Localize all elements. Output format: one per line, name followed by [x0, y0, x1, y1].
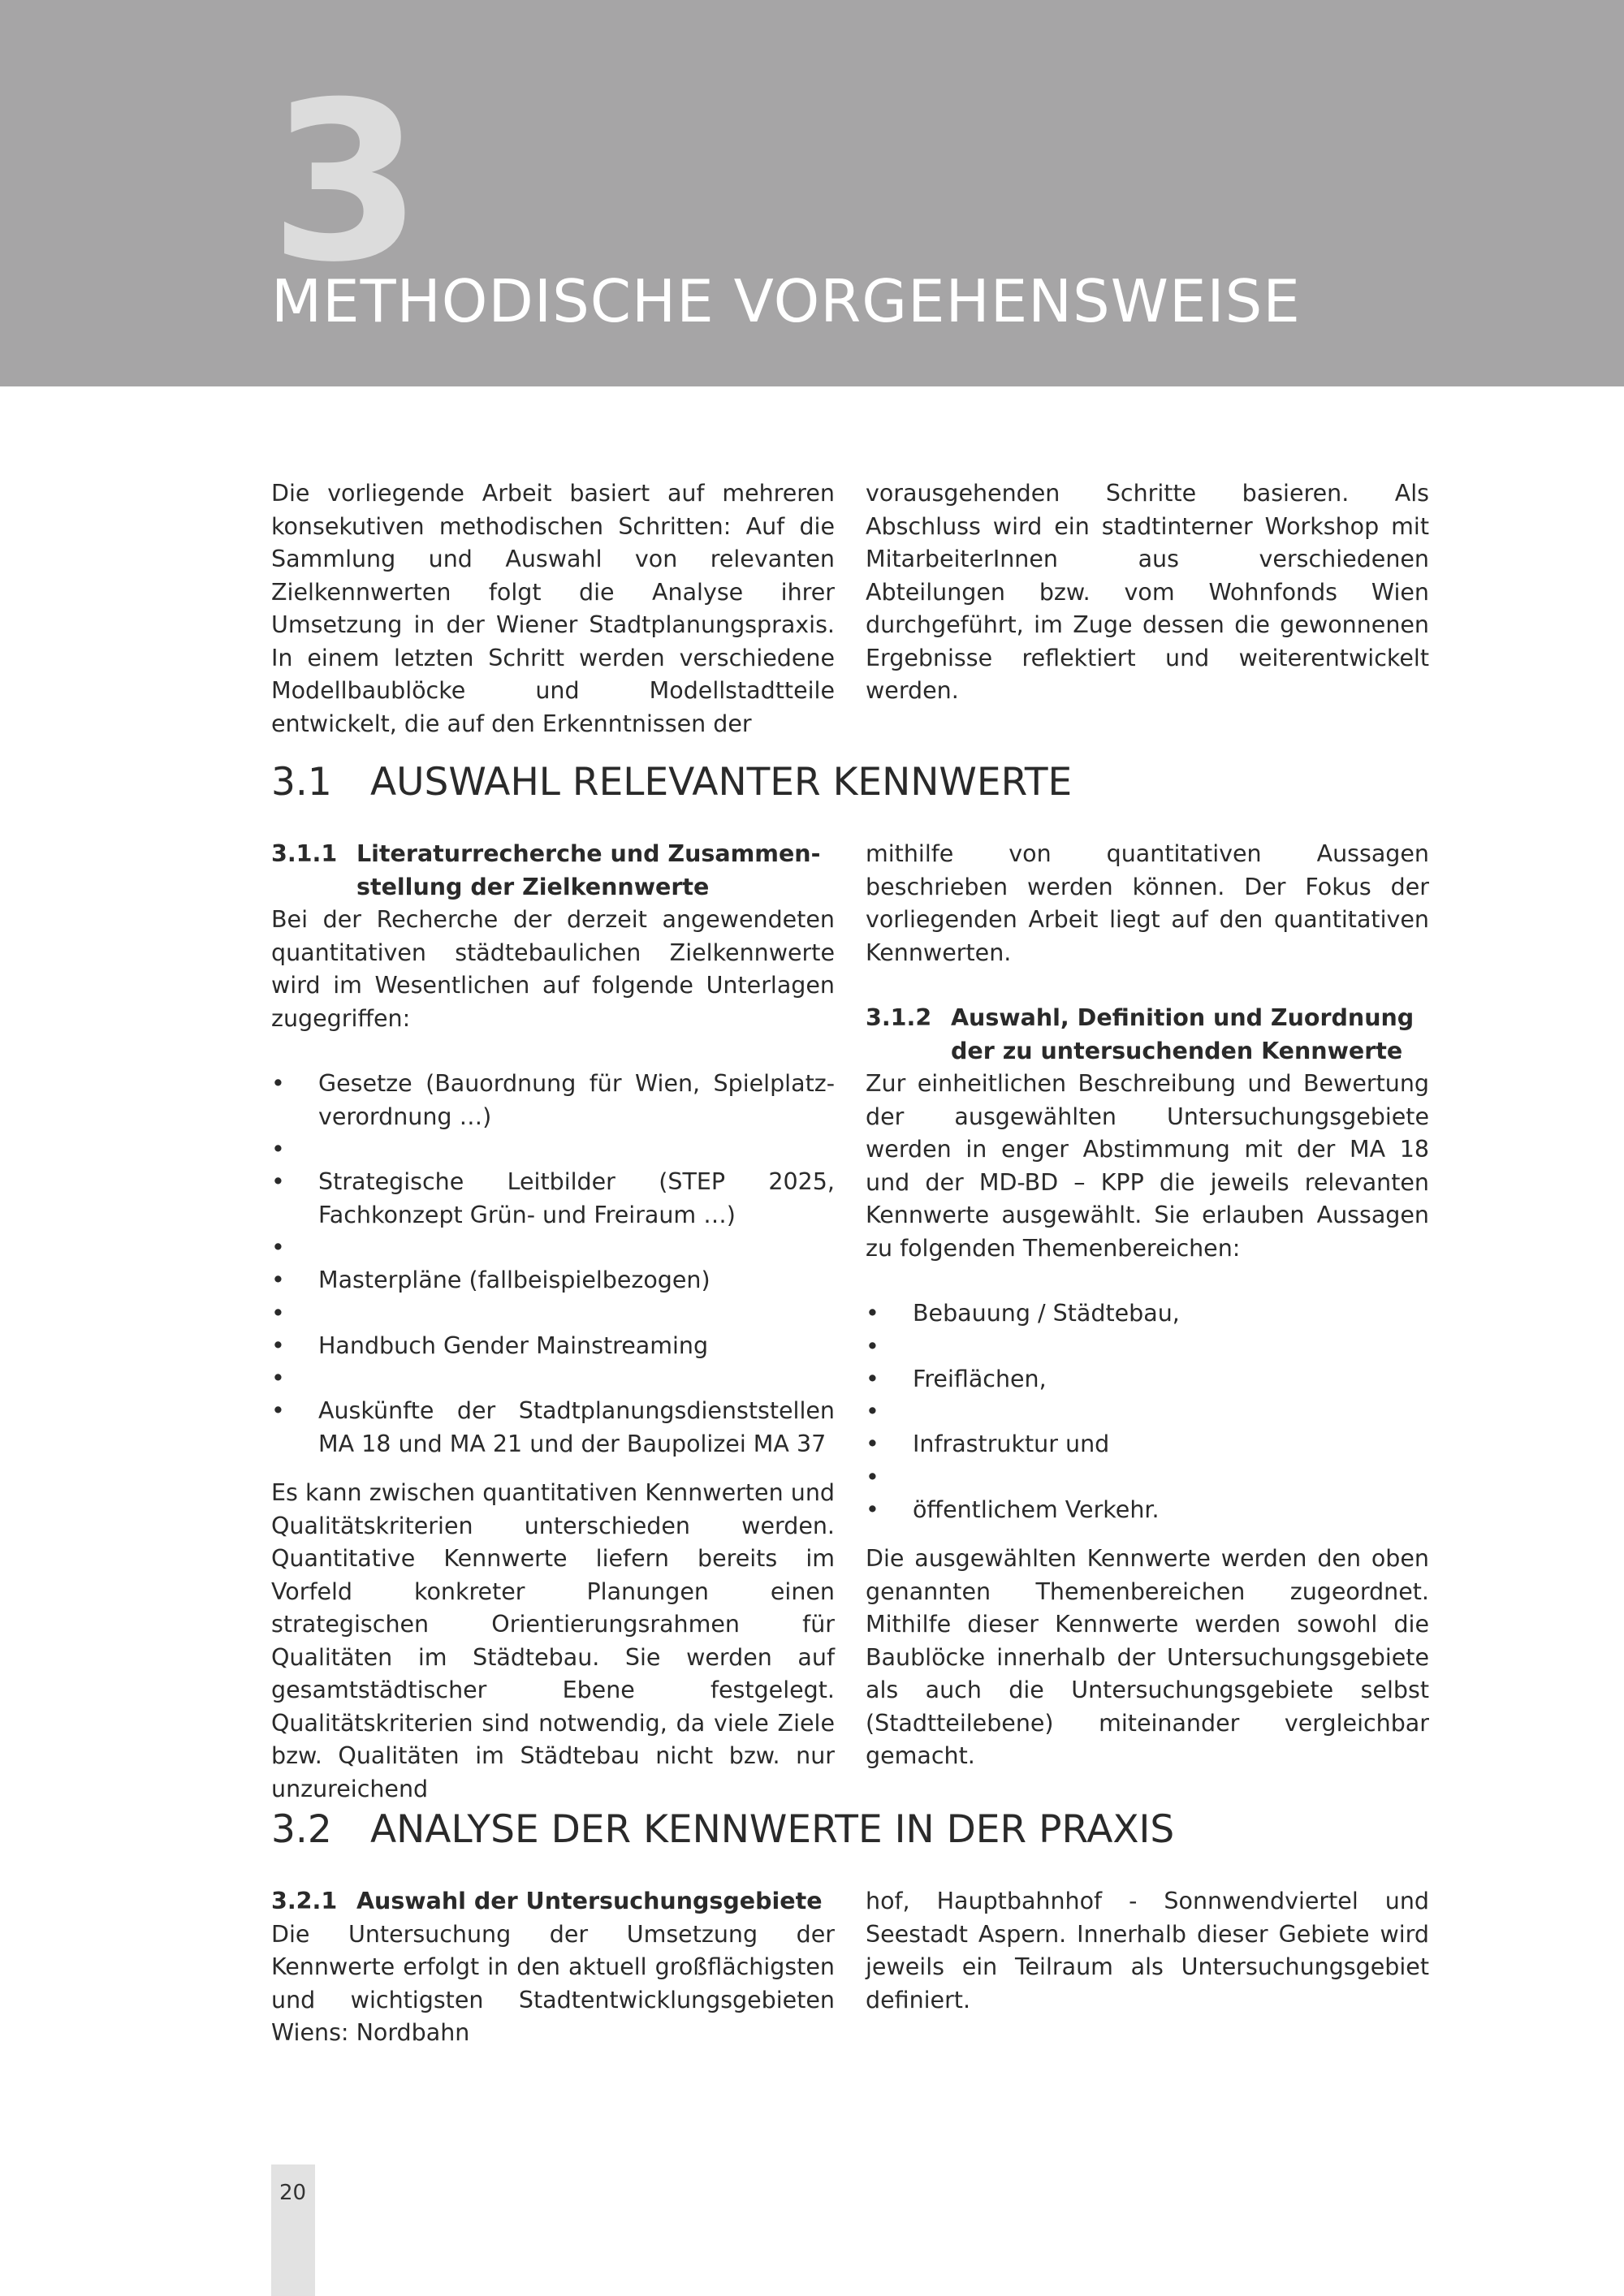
- section-number: 3.2: [271, 1807, 332, 1852]
- chapter-number: 3: [270, 54, 417, 310]
- list-item: • Strategische Leitbilder (STEP 2025, Fachkonzept Grün- und Freiraum …): [271, 1166, 835, 1232]
- paragraph: Bei der Recherche der derzeit angewendeten quantitativen städtebaulichen Zielkennwerte wird im Wesentlichen auf folgende Unterlagen zugegriffen:: [271, 906, 835, 1032]
- intro-paragraph-left: Die vorliegende Arbeit basiert auf mehreren konsekutiven methodischen Schritten: Auf die Sammlung und Auswahl von relevanten Zielkennwerten folgt die Analyse ihrer Umsetzung in der Wiener Stadtplanungspraxis. In einem letzten Schritt werden verschiedene Modellbaublöcke und Modellstadtteile entwickelt, die auf den Erkenntnissen der: [271, 480, 835, 737]
- subsection-title: Literaturrecherche und Zusammenstellung der Zielkennwerte: [356, 840, 821, 900]
- paragraph: Es kann zwischen quantitativen Kennwerten und Qualitätskriterien unterschieden werden. Quantitative Kennwerte liefern bereits im Vorfeld konkreter Planungen einen strategischen Orientierungsrahmen für Qualitäten im Städtebau. Sie werden auf gesamtstädtischer Ebene festgelegt. Qualitätskriterien sind notwendig, da viele Ziele bzw. Qualitäten im Städtebau nicht bzw. nur unzureichend: [271, 1479, 835, 1802]
- list-item: • Freiflächen,: [866, 1363, 1429, 1396]
- sources-list: [271, 1068, 835, 1461]
- subsection-number: 3.2.1: [271, 1888, 338, 1914]
- chapter-title: METHODISCHE VORGEHENSWEISE: [271, 267, 1301, 335]
- subsection-title: Auswahl, Definition und Zuordnung der zu untersuchenden Kennwerte: [951, 1004, 1415, 1064]
- section-heading-3-2: [271, 1807, 1175, 1852]
- section-heading-3-1: [271, 760, 1073, 805]
- intro-paragraph-right: vorausgehenden Schritte basieren. Als Abschluss wird ein stadtinterner Workshop mit MitarbeiterInnen aus verschiedenen Abteilungen bzw. vom Wohnfonds Wien durchgeführt, im Zuge dessen die gewonnenen Ergebnisse reflektiert und weiterentwickelt werden.: [866, 480, 1429, 704]
- section-3-1-left-column: [271, 838, 835, 1806]
- subsection-heading-3-2-1: [271, 1885, 835, 1918]
- list-item: • Auskünfte der Stadtplanungsdienststellen MA 18 und MA 21 und der Baupolizei MA 37: [271, 1395, 835, 1461]
- subsection-number: 3.1.1: [271, 840, 338, 867]
- paragraph: Die Untersuchung der Umsetzung der Kennwerte erfolgt in den aktuell großflächigsten und wichtigsten Stadtentwicklungsgebieten Wiens: Nordbahn: [271, 1920, 835, 2046]
- section-3-1-right-column: [866, 838, 1429, 1773]
- section-title: AUSWAHL RELEVANTER KENNWERTE: [370, 760, 1073, 805]
- subsection-heading-3-1-1: [271, 838, 835, 904]
- paragraph-continuation: hof, Hauptbahnhof - Sonnwendviertel und Seestadt Aspern. Innerhalb dieser Gebiete wird jeweils ein Teilraum als Untersuchungsgebiet definiert.: [866, 1888, 1429, 2013]
- list-item: • Gesetze (Bauordnung für Wien, Spielplatzverordnung …): [271, 1068, 835, 1133]
- list-item: • Masterpläne (fallbeispielbezogen): [271, 1264, 835, 1297]
- section-3-2-right-column: [866, 1885, 1429, 2017]
- section-number: 3.1: [271, 760, 332, 805]
- subsection-heading-3-1-2: [866, 1002, 1429, 1068]
- intro-left-column: [271, 477, 835, 740]
- paragraph: Die ausgewählten Kennwerte werden den oben genannten Themenbereichen zugeordnet. Mithilfe dieser Kennwerte werden sowohl die Baublöcke innerhalb der Untersuchungsgebiete als auch die Untersuchungsgebiete selbst (Stadtteilebene) miteinander vergleichbar gemacht.: [866, 1545, 1429, 1769]
- section-3-2-left-column: [271, 1885, 835, 2050]
- list-item: • Bebauung / Städtebau,: [866, 1297, 1429, 1331]
- paragraph-continuation: mithilfe von quantitativen Aussagen beschrieben werden können. Der Fokus der vorliegenden Arbeit liegt auf den quantitativen Kennwerten.: [866, 840, 1429, 966]
- paragraph: Zur einheitlichen Beschreibung und Bewertung der ausgewählten Untersuchungsgebiete werden in enger Abstimmung mit der MA 18 und der MD-BD – KPP die jeweils relevanten Kennwerte ausgewählt. Sie erlauben Aussagen zu folgenden Themenbereichen:: [866, 1070, 1429, 1262]
- subsection-number: 3.1.2: [866, 1004, 932, 1031]
- section-title: ANALYSE DER KENNWERTE IN DER PRAXIS: [370, 1807, 1175, 1852]
- list-item: • öffentlichem Verkehr.: [866, 1494, 1429, 1527]
- list-item: • Handbuch Gender Mainstreaming: [271, 1330, 835, 1363]
- subsection-title: Auswahl der Untersuchungsgebiete: [356, 1888, 823, 1914]
- page-number: 20: [279, 2181, 307, 2205]
- list-item: • Infrastruktur und: [866, 1428, 1429, 1461]
- intro-right-column: [866, 477, 1429, 708]
- topics-list: [866, 1297, 1429, 1526]
